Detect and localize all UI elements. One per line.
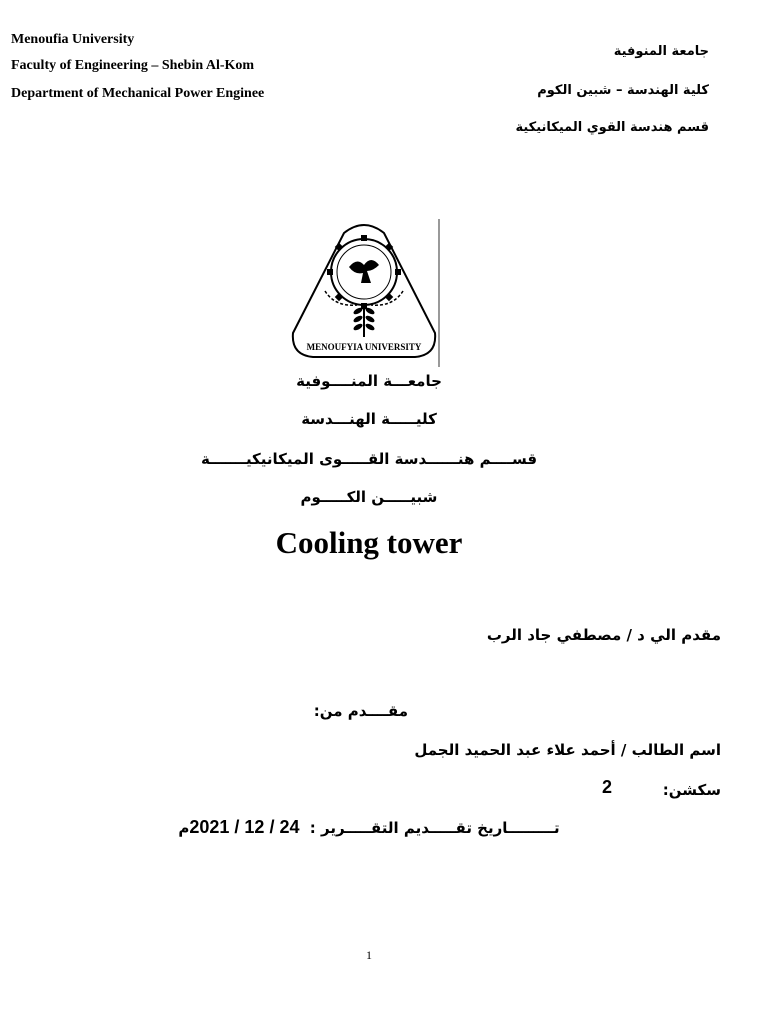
header-department-en: Department of Mechanical Power Enginee — [11, 86, 265, 101]
header-faculty-ar: كلية الهندسة – شبين الكوم — [537, 83, 709, 98]
report-date — [0, 817, 738, 838]
report-date-month: 12 — [244, 817, 265, 837]
center-faculty-ar: كليـــــة الهنـــدسة — [301, 410, 437, 428]
document-title: Cooling tower — [275, 525, 463, 560]
header-university-ar: جامعة المنوفية — [613, 44, 709, 59]
submitted-to: مقدم الي د / مصطفي جاد الرب — [486, 626, 721, 644]
report-date-label: تـــــــــاريخ تقـــــديم التقـــــرير : — [309, 819, 560, 837]
center-university-ar: جامعـــة المنــــوفية — [296, 372, 442, 390]
date-separator: / — [234, 817, 240, 837]
header-university-en: Menoufia University — [11, 32, 135, 47]
page-number: 1 — [366, 948, 372, 962]
university-seal-icon — [287, 219, 441, 367]
header-department-ar: قسم هندسة القوي الميكانيكية — [515, 120, 709, 135]
center-city-ar: شبيـــــن الكـــــوم — [300, 488, 438, 506]
logo-text: MENOUFYIA UNIVERSITY — [306, 342, 422, 352]
header-faculty-en: Faculty of Engineering – Shebin Al-Kom — [11, 58, 255, 73]
report-date-value — [189, 817, 304, 837]
report-date-day: 24 — [279, 817, 300, 837]
center-department-ar: قســــم هنــــــدسة القـــــوى الميكانيكيـــــــة — [200, 450, 538, 468]
section-value: 2 — [602, 777, 613, 797]
report-date-year: 2021 — [189, 817, 230, 837]
student-name: اسم الطالب / أحمد علاء عبد الحميد الجمل — [414, 741, 721, 759]
date-separator: / — [269, 817, 275, 837]
section-label: سكشن: — [662, 781, 721, 799]
report-date-suffix: م — [178, 819, 190, 837]
submitted-by-label: مقــــدم من: — [313, 702, 408, 720]
